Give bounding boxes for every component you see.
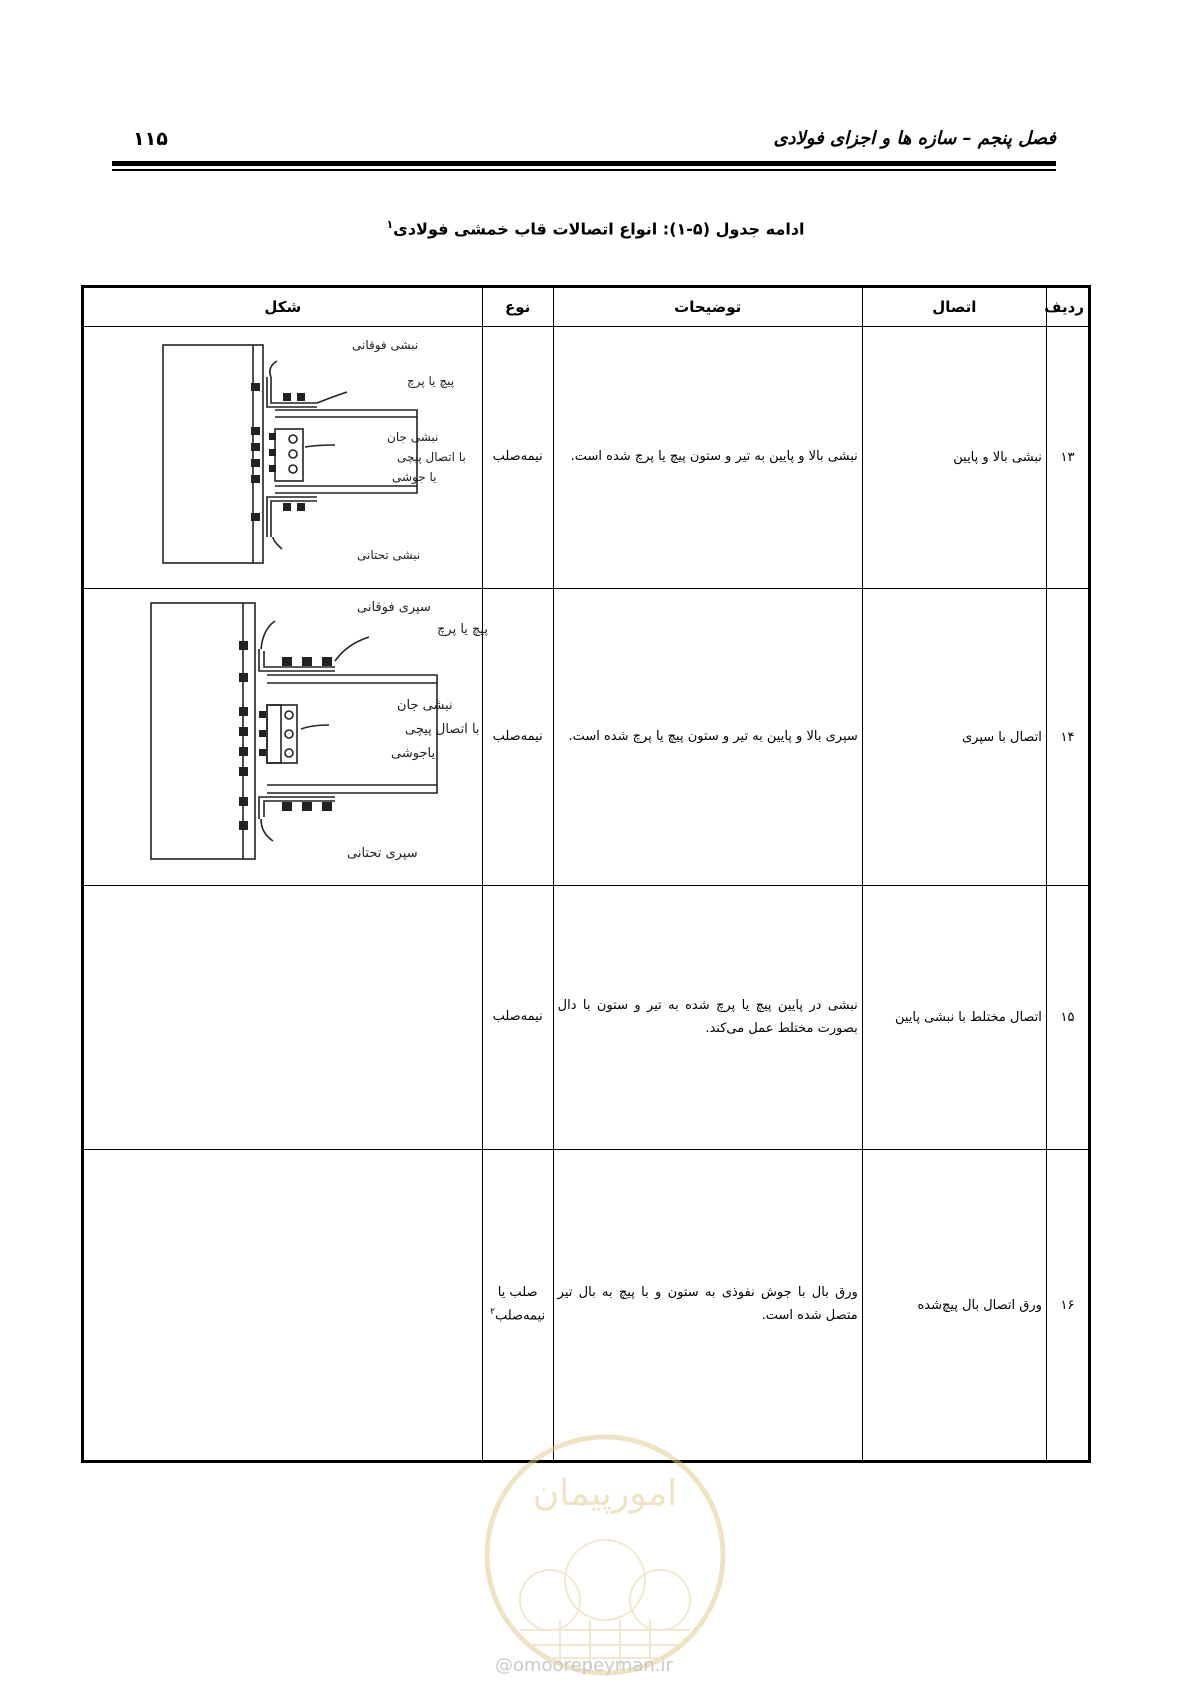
row-connection: نبشی بالا و پایین [862,327,1046,589]
row-number: ۱۶ [1046,1150,1089,1462]
header-figure: شکل [83,287,483,327]
chapter-title: فصل پنجم – سازه ها و اجزای فولادی [773,128,1056,149]
header-rule-thick [112,161,1056,166]
figure-label: نبشی فوقانی [351,338,418,352]
row-type: نیمه‌صلب [482,327,553,589]
figure-label: نبشی جان [386,430,438,444]
connections-table [81,285,1091,1463]
row-number: ۱۴ [1046,589,1089,886]
caption-footnote-marker: ۱ [386,218,394,231]
watermark-site: @omoorepeyman.ir [495,1655,673,1676]
row-description: ورق بال با جوش نفوذی به ستون و با پیچ به بال تیر متصل شده است. [553,1150,862,1462]
header-description: توضیحات [553,287,862,327]
row-connection: ورق اتصال بال پیچ‌شده [862,1150,1046,1462]
figure-label: یاجوشی [390,746,435,761]
row-number: ۱۵ [1046,886,1089,1150]
table-caption-text: ادامه جدول (۵-۱): انواع اتصالات قاب خمشی فولادی [393,219,805,239]
figure-label: سپری فوقانی [356,600,431,615]
watermark-logo-text: امورپیمان [532,1473,678,1514]
table-caption [0,218,1191,238]
figure-label: با اتصال پیچی [404,722,480,737]
type-footnote-marker: ۲ [490,1306,495,1317]
figure-label: نبشی جان [396,698,453,713]
row-description: نبشی بالا و پایین به تیر و ستون پیچ یا پرچ شده است. [553,327,862,589]
table-row [83,886,1090,1150]
figure-cell-empty [83,886,483,1150]
table-header-row [83,287,1090,327]
top-bottom-angle-connection-figure [88,327,478,587]
header-row-number: ردیف [1046,287,1089,327]
header-connection: اتصال [862,287,1046,327]
row-connection: اتصال با سپری [862,589,1046,886]
row-type-text: صلب یا نیمه‌صلب [494,1285,546,1324]
page-number: ۱۱۵ [133,128,168,150]
table-row [83,589,1090,886]
figure-cell-empty [83,1150,483,1462]
figure-label: نبشی تحتانی [356,548,420,562]
table-row [83,1150,1090,1462]
figure-label: پیچ یا پرچ [406,374,454,388]
figure-cell [83,589,488,886]
figure-cell [83,327,483,589]
row-number: ۱۳ [1046,327,1089,589]
row-description: سپری بالا و پایین به تیر و ستون پیچ یا پرچ شده است. [553,589,862,886]
row-type: نیمه‌صلب [482,589,553,886]
figure-label: یا جوشی [391,470,437,484]
header-type: نوع [482,287,553,327]
row-connection: اتصال مختلط با نبشی پایین [862,886,1046,1150]
figure-label: سپری تحتانی [346,846,418,861]
header-rule-thin [112,169,1056,171]
figure-label: با اتصال پیچی [396,450,466,464]
row-type: نیمه‌صلب [482,886,553,1150]
row-description: نبشی در پایین پیچ یا پرچ شده به تیر و ستون با دال بصورت مختلط عمل می‌کند. [553,886,862,1150]
table-row [83,327,1090,589]
tee-connection-figure [88,589,488,884]
figure-label: پیچ یا پرچ [436,622,488,637]
watermark-logo [480,1430,730,1680]
row-type [482,1150,553,1462]
